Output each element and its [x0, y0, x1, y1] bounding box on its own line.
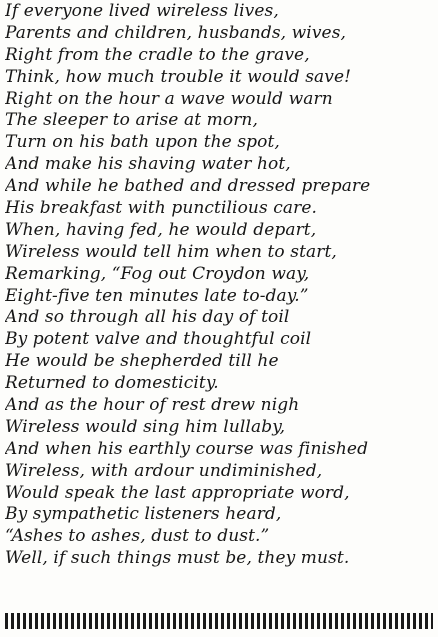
- poem-line: Well, if such things must be, they must.: [5, 548, 350, 569]
- poem-text: [5, 1, 433, 570]
- poem-line: Wireless would tell him when to start,: [5, 241, 337, 262]
- poem-line: Think, how much trouble it would save!: [5, 66, 352, 87]
- poem-line: And so through all his day of toil: [5, 307, 290, 328]
- poem-line: His breakfast with punctilious care.: [5, 198, 318, 219]
- poem-line: He would be shepherded till he: [5, 351, 279, 372]
- poem-line: Turn on his bath upon the spot,: [5, 132, 280, 153]
- decorative-rule: [5, 613, 433, 629]
- poem-line: Right on the hour a wave would warn: [5, 88, 333, 109]
- poem-line: And as the hour of rest drew nigh: [5, 395, 300, 416]
- poem-line: Remarking, “Fog out Croydon way,: [5, 263, 310, 284]
- poem-line: And make his shaving water hot,: [5, 154, 291, 175]
- poem-line: And while he bathed and dressed prepare: [5, 176, 371, 197]
- poem-line: If everyone lived wireless lives,: [5, 1, 279, 21]
- poem-line: And when his earthly course was finished: [5, 438, 369, 459]
- poem-line: Wireless would sing him lullaby,: [5, 416, 286, 437]
- poem-line: Right from the cradle to the grave,: [5, 44, 310, 65]
- poem-line: By sympathetic listeners heard,: [5, 504, 282, 525]
- poem-line: Would speak the last appropriate word,: [5, 482, 350, 503]
- poem-line: By potent valve and thoughtful coil: [5, 329, 312, 350]
- poem-line: The sleeper to arise at morn,: [5, 110, 258, 131]
- poem-line: Eight-five ten minutes late to-day.”: [5, 285, 309, 306]
- poem-line: “Ashes to ashes, dust to dust.”: [5, 526, 270, 547]
- poem-line: Parents and children, husbands, wives,: [5, 22, 347, 43]
- poem-line: Returned to domesticity.: [5, 373, 219, 394]
- poem-line: Wireless, with ardour undiminished,: [5, 460, 323, 481]
- poem-line: When, having fed, he would depart,: [5, 219, 317, 240]
